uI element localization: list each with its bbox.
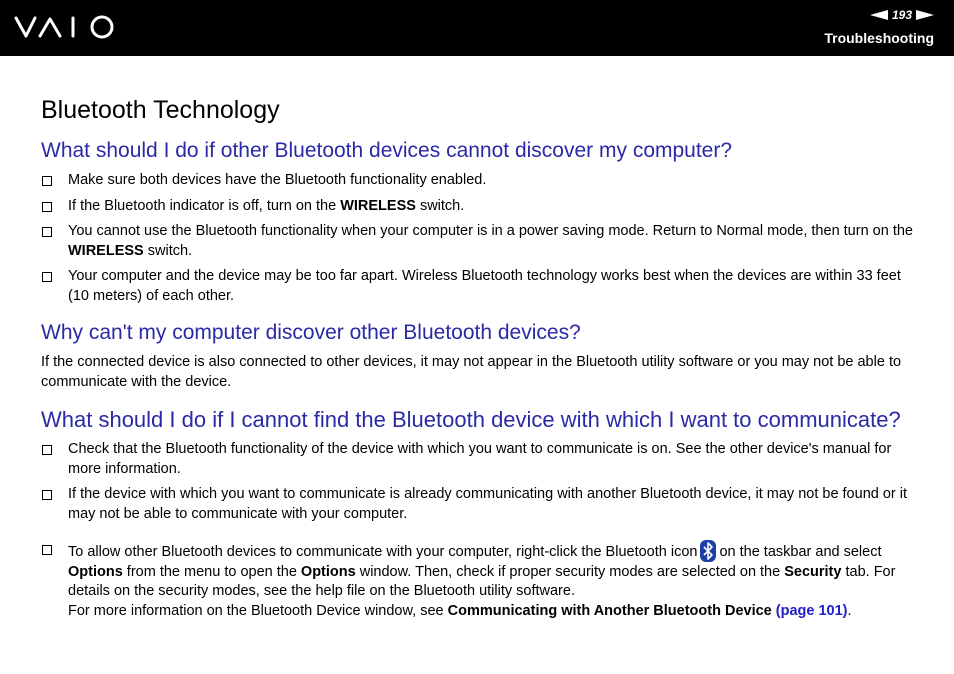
bullet-list-1 [41,171,913,306]
next-page-arrow-icon[interactable] [916,10,934,20]
page-number: 193 [891,8,912,22]
checkbox-bullet-icon [42,176,52,186]
list-item: If the Bluetooth indicator is off, turn on the WIRELESS switch. [41,197,913,217]
question-heading-2: Why can't my computer discover other Bluetooth devices? [41,321,581,344]
page-content [41,94,913,621]
bullet-list-3 [41,440,913,621]
checkbox-bullet-icon [42,227,52,237]
question-heading-3: What should I do if I cannot find the Bluetooth device with which I want to communicate? [41,407,901,432]
page-title: Bluetooth Technology [41,96,280,124]
checkbox-bullet-icon [42,272,52,282]
vaio-logo [14,14,122,45]
checkbox-bullet-icon [42,490,52,500]
list-item: If the device with which you want to communicate is already communicating with another Bluetooth device, it may not be found or it may not be able to communicate with your computer. [41,485,913,524]
prev-page-arrow-icon[interactable] [870,10,888,20]
page-101-link[interactable]: (page 101) [775,602,848,619]
list-item: Make sure both devices have the Bluetooth functionality enabled. [41,171,913,191]
list-item: Check that the Bluetooth functionality of the device with which you want to communicate is on. See the other device's manual for more information. [41,440,913,479]
checkbox-bullet-icon [42,445,52,455]
list-item: You cannot use the Bluetooth functionality when your computer is in a power saving mode. Return to Normal mode, then turn on the WIRELESS switch. [41,222,913,261]
checkbox-bullet-icon [42,545,52,555]
answer-paragraph: If the connected device is also connected to other devices, it may not appear in the Bluetooth utility software or you may not be able to communicate with the device. [41,354,902,390]
list-item: Your computer and the device may be too far apart. Wireless Bluetooth technology works best when the devices are within 33 feet (10 meters) of each other. [41,267,913,306]
checkbox-bullet-icon [42,202,52,212]
bluetooth-icon [700,540,716,562]
section-label: Troubleshooting [824,30,934,46]
page-header [0,0,954,56]
page-navigator [870,7,934,23]
list-item: To allow other Bluetooth devices to communicate with your computer, right-click the Bluetooth icon on the taskbar and select Options from the menu to open the Options window. Then, check if proper security modes are selected on the Security tab. For details on the security modes, see the help file on the Bluetooth utility software. For more information on the Bluetooth Device window, see Communicating with Another Bluetooth Device (page 101). [41,540,913,621]
question-heading-1: What should I do if other Bluetooth devices cannot discover my computer? [41,139,733,162]
